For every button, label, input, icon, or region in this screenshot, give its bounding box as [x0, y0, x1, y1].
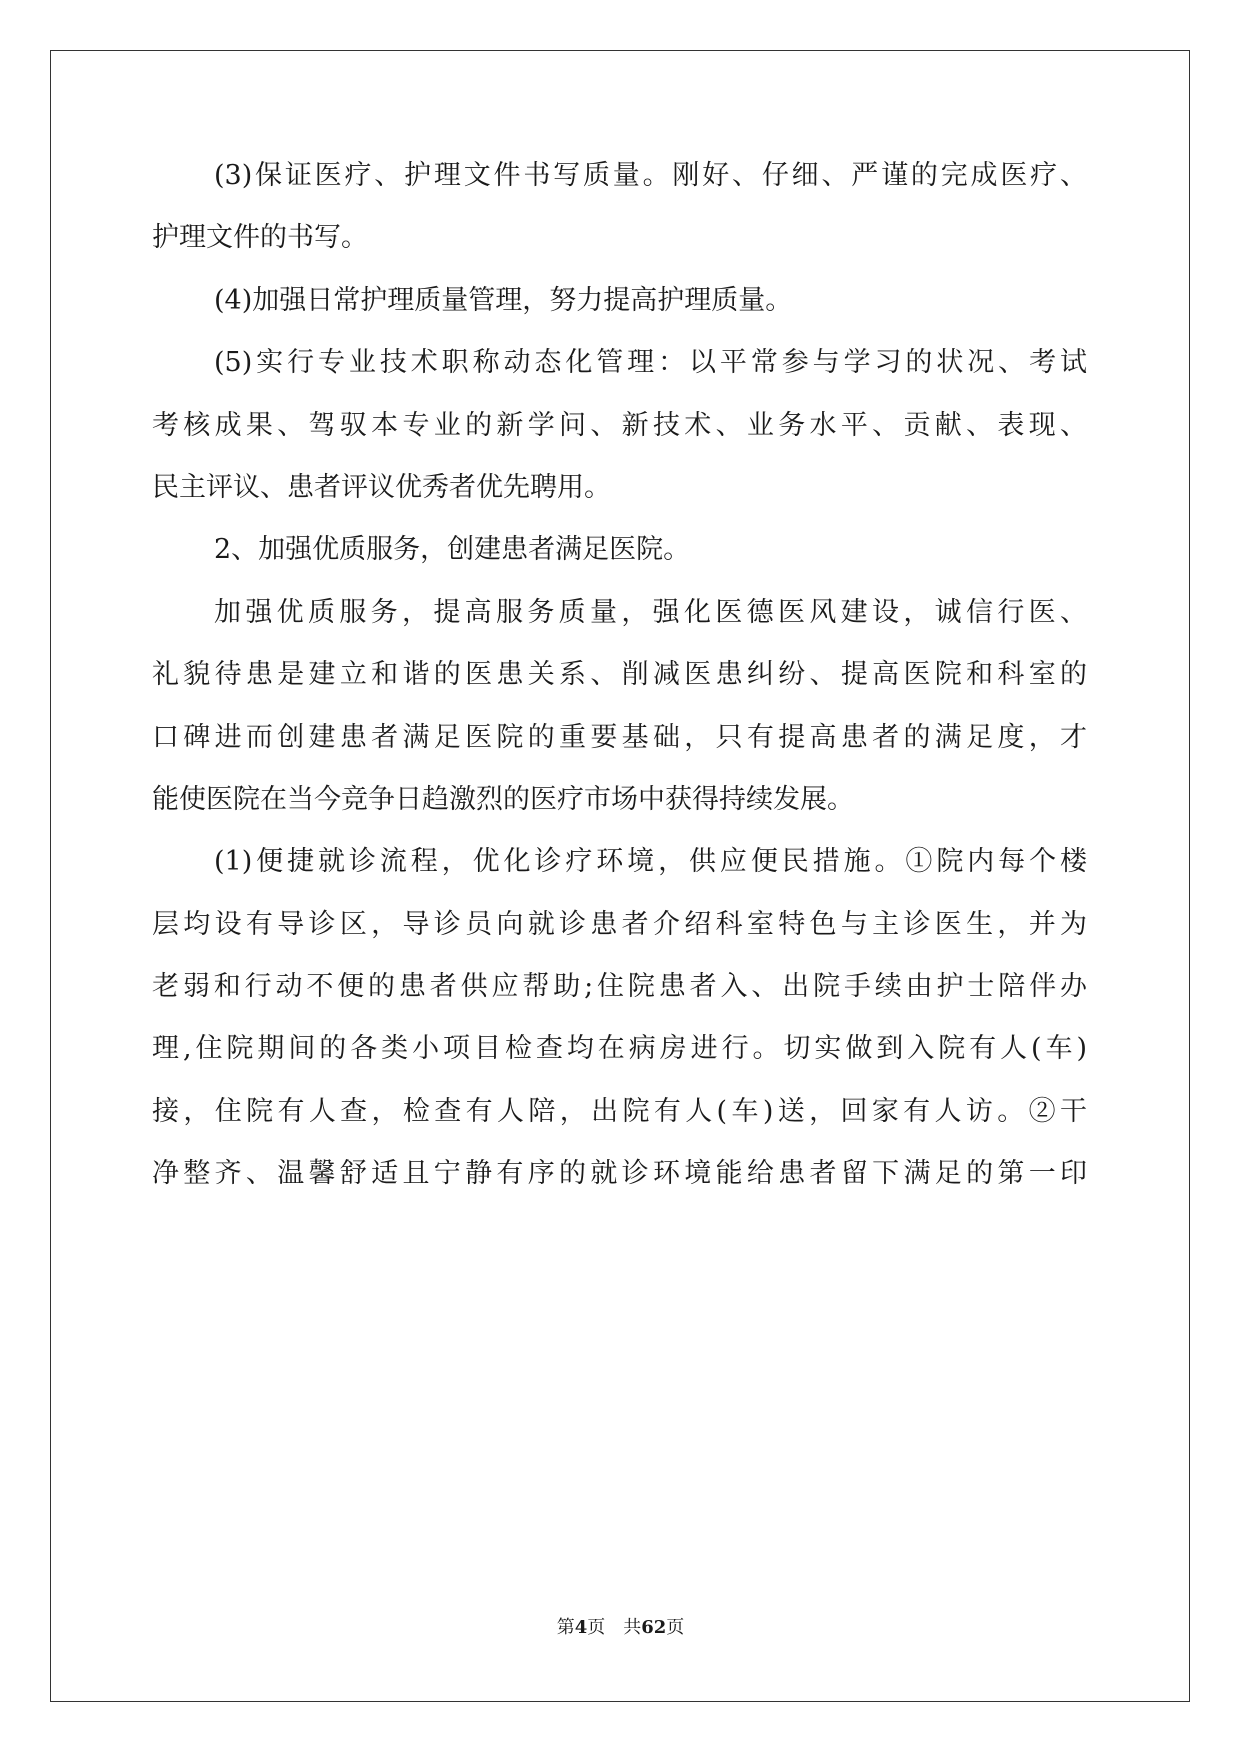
footer-page-number: 4 [574, 1617, 588, 1638]
paragraph-2-line-1: (4)加强日常护理质量管理，努力提高护理质量。 [214, 284, 793, 316]
paragraph-5-line-1: 加强优质服务，提高服务质量，强化医德医风建设，诚信行医、 [214, 596, 1087, 628]
paragraph-6-line-1: (1)便捷就诊流程，优化诊疗环境，供应便民措施。①院内每个楼 [214, 846, 1087, 878]
paragraph-6-line-4: 理,住院期间的各类小项目检查均在病房进行。切实做到入院有人(车) [152, 1033, 1087, 1065]
paragraph-1-line-1: (3)保证医疗、护理文件书写质量。刚好、仔细、严谨的完成医疗、 [214, 160, 1087, 191]
paragraph-1-line-2: 护理文件的书写。 [152, 222, 368, 254]
paragraph-3-line-1: (5)实行专业技术职称动态化管理：以平常参与学习的状况、考试 [214, 347, 1087, 379]
footer-total-pages: 62 [641, 1617, 667, 1638]
footer-page-prefix: 第 [556, 1617, 575, 1638]
paragraph-6-line-6: 净整齐、温馨舒适且宁静有序的就诊环境能给患者留下满足的第一印 [152, 1158, 1087, 1190]
footer-page-suffix: 页 [587, 1617, 606, 1638]
document-body [152, 160, 1087, 1221]
footer-total-suffix: 页 [666, 1617, 685, 1638]
paragraph-6-line-3: 老弱和行动不便的患者供应帮助;住院患者入、出院手续由护士陪伴办 [152, 971, 1087, 1003]
footer-total-prefix: 共 [623, 1617, 642, 1638]
section-heading-2: 2、加强优质服务，创建患者满足医院。 [214, 534, 691, 566]
paragraph-6-line-5: 接，住院有人查，检查有人陪，出院有人(车)送，回家有人访。②干 [152, 1095, 1087, 1127]
paragraph-6-line-2: 层均设有导诊区，导诊员向就诊患者介绍科室特色与主诊医生，并为 [152, 908, 1087, 940]
paragraph-5-line-3: 口碑进而创建患者满足医院的重要基础，只有提高患者的满足度，才 [152, 721, 1087, 753]
paragraph-5-line-2: 礼貌待患是建立和谐的医患关系、削减医患纠纷、提高医院和科室的 [152, 659, 1087, 691]
page-footer [0, 1617, 1241, 1639]
paragraph-3-line-3: 民主评议、患者评议优秀者优先聘用。 [152, 471, 611, 503]
paragraph-3-line-2: 考核成果、驾驭本专业的新学问、新技术、业务水平、贡献、表现、 [152, 409, 1087, 441]
paragraph-5-line-4: 能使医院在当今竞争日趋激烈的医疗市场中获得持续发展。 [152, 783, 854, 815]
